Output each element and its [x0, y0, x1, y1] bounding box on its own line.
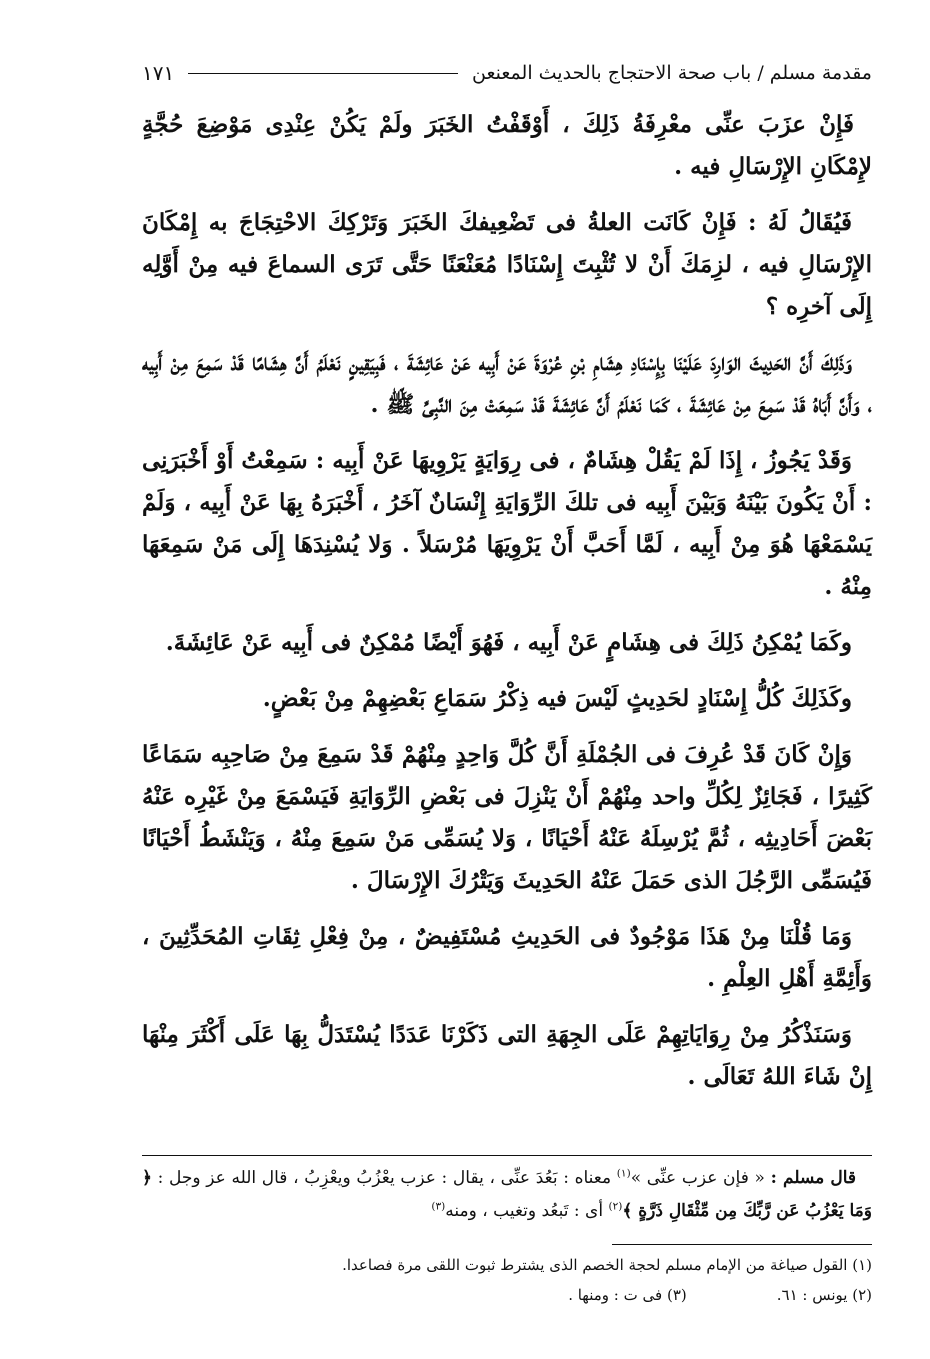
paragraph-1: فَإِنْ عزَبَ عنِّى معْرِفَةُ ذَلِكَ ، أَوْقَفْتُ الخَبَرَ ولَمْ يَكُنْ عِنْدِى مَوْضِعَ حُجَّةٍ لإِمْكَانِ الإِرْسَالِ فيه .: [142, 111, 872, 180]
page-number: ١٧١: [142, 61, 175, 85]
running-header: [142, 58, 872, 88]
footnote-divider: [612, 1244, 872, 1245]
paragraph-6: وكَذَلِكَ كُلُّ إِسْنَادٍ لحَدِيثٍ لَيْسَ فيه ذِكْرُ سَمَاعِ بَعْضِهِمْ مِنْ بَعْضٍ.: [262, 685, 852, 712]
footnote-ref-1: (١): [616, 1167, 631, 1180]
header-title: مقدمة مسلم / باب صحة الاحتجاج بالحديث المعنعن: [472, 62, 872, 84]
quran-verse: ﴿ وَمَا يَعْزُبُ عَن رَّبِّكَ مِن مِّثْقَالِ ذَرَّةٍ ﴾: [142, 1168, 872, 1221]
paragraph-4: وَقَدْ يَجُوزُ ، إِذَا لَمْ يَقُلْ هِشَامٌ ، فى رِوَايَةٍ يَرْوِيهَا عَنْ أَبِيه : سَمِعْتُ أَوْ أَخْبَرَنِى : أَنْ يَكُونَ بَيْنَهُ وَبَيْنَ أَبِيه فى تلكَ الرِّوَايَةِ إِنْسَانٌ آخَرُ ، أَخْبَرَهُ بِهَا عَنْ أَبِيه ، وَلَمْ يَسْمَعْهَا هُوَ مِنْ أَبِيه ، لَمَّا أَحَبَّ أَنْ يَرْوِيَهَا مُرْسَلاً . وَلا يُسْنِدَهَا إِلَى مَنْ سَمِعَهَا مِنْهُ .: [142, 447, 872, 600]
footnote-1: (١) القول صياغة من الإمام مسلم لحجة الخصم الذى يشترط ثبوت اللقى مرة فصاعدا.: [342, 1256, 872, 1274]
commentary-paragraph: [142, 1162, 872, 1228]
footnotes: [142, 1250, 872, 1310]
commentary-text-2: أى : تَبعُد وتغيب ، ومنه: [445, 1201, 604, 1221]
commentary-lead: قال مسلم :: [770, 1168, 857, 1188]
paragraph-7: وَإِنْ كَانَ قَدْ عُرِفَ فى الجُمْلَةِ أَنَّ كُلَّ وَاحِدٍ مِنْهُمْ قَدْ سَمِعَ مِنْ صَاحِبِه سَمَاعًا كَثِيرًا ، فَجَائِزٌ لِكُلِّ واحد مِنْهُمْ أَنْ يَنْزِلَ فى بَعْضِ الرِّوَايَةِ فَيَسْمَعَ مِنْ غَيْرِه عَنْهُ بَعْضَ أَحَادِيثِه ، ثُمَّ يُرْسِلَهُ عَنْهُ أَحْيَانًا ، وَلا يُسَمِّى مَنْ سَمِعَ مِنْهُ ، وَيَنْشَطُ أَحْيَانًا فَيُسَمِّى الرَّجُلَ الذى حَمَلَ عَنْهُ الحَدِيثَ وَيَتْرُكَ الإِرْسَالَ .: [142, 741, 872, 894]
main-text: [142, 104, 872, 1112]
commentary-quote: « فإن عزب عنِّى »: [630, 1168, 765, 1188]
footnote-ref-2: (٢): [608, 1200, 623, 1213]
commentary-divider: [142, 1155, 872, 1156]
footnote-ref-3: (٣): [431, 1200, 446, 1213]
paragraph-2: فَيُقَالُ لَهُ : فَإِنْ كَانَت العلةُ فى تَضْعِيفكَ الخَبَرَ وَتَرْكِكَ الاحْتِجَاجَ به إِمْكَانَ الإِرْسَالِ فيه ، لزِمَكَ أَنْ لا تُثْبِتَ إِسْنَادًا مُعَنْعَنًا حَتَّى تَرَى السماعَ فيه مِنْ أَوَّلِه إِلَى آخرِه ؟: [142, 209, 872, 320]
commentary: [142, 1162, 872, 1228]
commentary-text-1: معناه : بَعُدَ عنِّى ، يقال : عزب يعْزُبُ ويعْزِبُ ، قال الله عز وجل :: [157, 1168, 612, 1188]
paragraph-5: وكَمَا يُمْكِنُ ذَلِكَ فى هِشَامٍ عَنْ أَبِيه ، فَهُوَ أَيْضًا مُمْكِنٌ فى أَبِيه عَنْ عَائِشَةَ.: [165, 629, 852, 656]
footnote-row: [142, 1280, 872, 1310]
header-rule: [188, 73, 458, 74]
paragraph-9: وَسَنَذْكُرُ مِنْ رِوَايَاتِهِمْ عَلَى الجِهَةِ التى ذَكَرْنَا عَدَدًا يُسْتَدَلُّ بِهَا عَلَى أَكْثَرَ مِنْهَا إِنْ شَاءَ اللهُ تَعَالَى .: [142, 1021, 872, 1090]
paragraph-8: وَمَا قُلْنَا مِنْ هَذَا مَوْجُودٌ فى الحَدِيثِ مُسْتَفِيضٌ ، مِنْ فِعْلِ ثِقَاتِ المُحَدِّثِينَ ، وَأَئِمَّةِ أَهْلِ العِلْمِ .: [142, 923, 872, 992]
footnote-3: (٣) فى ت : ومنها .: [568, 1286, 687, 1304]
paragraph-3: وَذَلِكَ أَنَّ الحَدِيثَ الوَارِدَ عَلَيْنَا بِإِسْنَادِ هِشَامِ بْنِ عُرْوَةَ عَنْ أَبِيه عَنْ عَائِشَةَ ، فَبِيَقِينٍ نَعْلَمُ أَنَّ هِشَامًا قَدْ سَمِعَ مِنْ أَبِيه ، وَأَنَّ أَبَاهُ قَدْ سَمِعَ مِنْ عَائِشَةَ ، كَمَا نَعْلَمُ أَنَّ عَائِشَةَ قَدْ سَمِعَتْ مِنَ النَّبِىِّ ﷺ .: [142, 349, 872, 418]
footnote-2: (٢) يونس : ٦١.: [776, 1286, 872, 1304]
